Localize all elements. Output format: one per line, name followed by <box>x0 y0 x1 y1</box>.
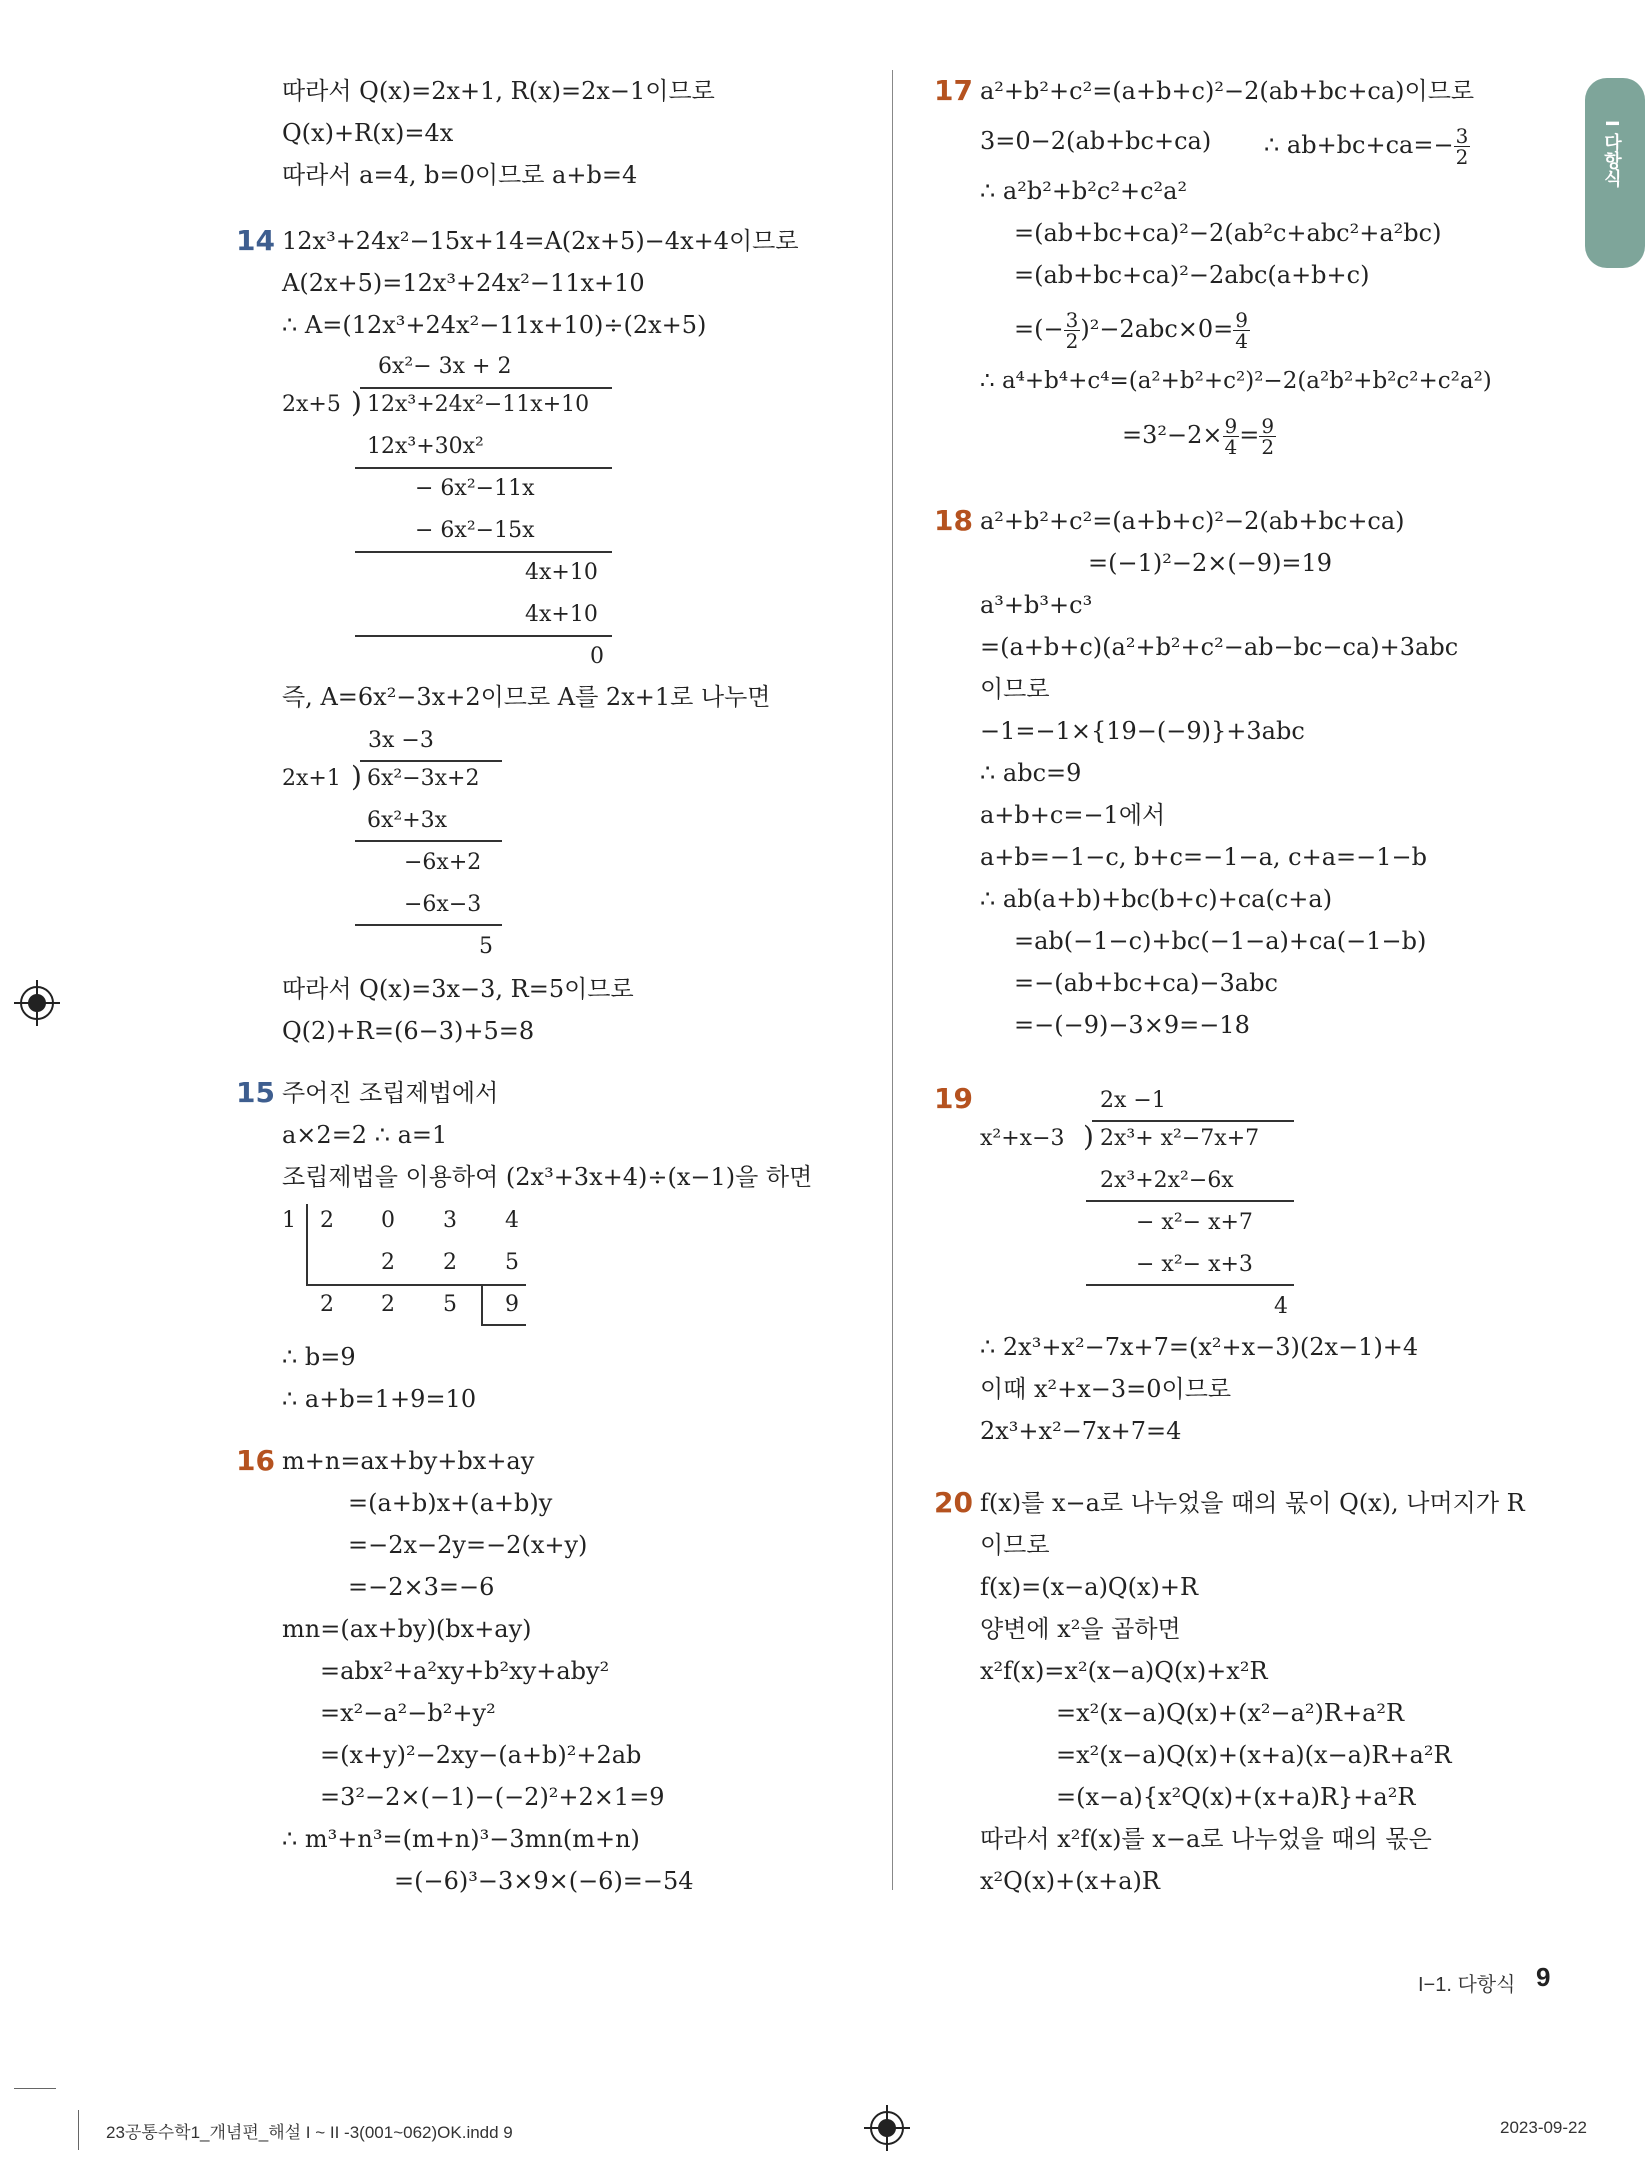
div2-step2: −6x+2 <box>404 850 482 875</box>
p13-line3: 따라서 a=4, b=0이므로 a+b=4 <box>282 161 638 189</box>
p20-line3: f(x)=(x−a)Q(x)+R <box>980 1573 1199 1601</box>
p17-line8a: =3²−2× <box>1122 421 1223 449</box>
problem-15-number: 15 <box>236 1076 275 1109</box>
crop-mark <box>78 2110 79 2150</box>
p18-line9: a+b=−1−c, b+c=−1−a, c+a=−1−b <box>980 843 1427 871</box>
synth-cell: 4 <box>505 1208 519 1233</box>
column-divider <box>892 70 893 1890</box>
p19-line3: 2x³+x²−7x+7=4 <box>980 1417 1182 1445</box>
p16-line1: m+n=ax+by+bx+ay <box>282 1447 535 1475</box>
p19-line1: ∴ 2x³+x²−7x+7=(x²+x−3)(2x−1)+4 <box>980 1333 1419 1361</box>
p13-line1: 따라서 Q(x)=2x+1, R(x)=2x−1이므로 <box>282 77 715 105</box>
fraction <box>1454 126 1471 167</box>
problem-14-number: 14 <box>236 224 275 257</box>
fraction-num: 9 <box>1235 308 1249 332</box>
p17-line3: ∴ a²b²+b²c²+c²a² <box>980 177 1188 205</box>
p15-line1: 주어진 조립제법에서 <box>282 1079 499 1107</box>
p18-line2: =(−1)²−2×(−9)=19 <box>1088 549 1333 577</box>
print-file-name: 23공통수학1_개념편_해설 I ~ II -3(001~062)OK.indd 9 <box>106 2123 513 2142</box>
synth-cell: 2 <box>320 1292 334 1317</box>
p16-line8: =(x+y)²−2xy−(a+b)²+2ab <box>320 1741 642 1769</box>
p17-line8 <box>1122 416 1276 457</box>
synth-cell: 5 <box>443 1292 457 1317</box>
fraction-den: 4 <box>1235 329 1249 353</box>
div3-step2: − x²− x+7 <box>1136 1210 1253 1235</box>
p15-line4: ∴ b=9 <box>282 1343 356 1371</box>
p14-line6: Q(2)+R=(6−3)+5=8 <box>282 1017 535 1045</box>
div1-bracket: ) <box>351 386 362 419</box>
p17-line2b <box>1264 126 1470 167</box>
p18-line12: =−(ab+bc+ca)−3abc <box>1014 969 1278 997</box>
div3-step1: 2x³+2x²−6x <box>1100 1168 1234 1193</box>
p17-line6 <box>1014 310 1250 351</box>
problem-20-number: 20 <box>934 1486 973 1519</box>
p16-line5: mn=(ax+by)(bx+ay) <box>282 1615 532 1643</box>
div1-step3: − 6x²−15x <box>415 518 535 543</box>
p18-line10: ∴ ab(a+b)+bc(b+c)+ca(c+a) <box>980 885 1333 913</box>
div3-bracket: ) <box>1083 1120 1094 1153</box>
div1-step1: 12x³+30x² <box>367 434 484 459</box>
p15-line2: a×2=2 ∴ a=1 <box>282 1121 448 1149</box>
p17-line4: =(ab+bc+ca)²−2(ab²c+abc²+a²bc) <box>1014 219 1442 247</box>
fraction-den: 2 <box>1261 435 1275 459</box>
fraction-num: 3 <box>1455 124 1469 148</box>
div3-remainder: 4 <box>1274 1294 1288 1319</box>
fraction <box>1233 310 1250 351</box>
synth-cell: 2 <box>320 1208 334 1233</box>
p20-line9: 따라서 x²f(x)를 x−a로 나누었을 때의 몫은 <box>980 1825 1432 1853</box>
p18-line11: =ab(−1−c)+bc(−1−a)+ca(−1−b) <box>1014 927 1427 955</box>
p20-line5: x²f(x)=x²(x−a)Q(x)+x²R <box>980 1657 1268 1685</box>
p16-line6: =abx²+a²xy+b²xy+aby² <box>320 1657 610 1685</box>
div3-quotient: 2x −1 <box>1100 1088 1166 1113</box>
p17-line5: =(ab+bc+ca)²−2abc(a+b+c) <box>1014 261 1370 289</box>
p20-line4: 양변에 x²을 곱하면 <box>980 1615 1181 1643</box>
fraction-den: 2 <box>1455 145 1469 169</box>
synth-cell: 2 <box>381 1292 395 1317</box>
registration-mark-icon <box>20 986 54 1020</box>
p15-line3: 조립제법을 이용하여 (2x³+3x+4)÷(x−1)을 하면 <box>282 1163 813 1191</box>
p13-line2: Q(x)+R(x)=4x <box>282 119 454 147</box>
chapter-tab-label: I 다항식 <box>1601 120 1622 187</box>
p19-line2: 이때 x²+x−3=0이므로 <box>980 1375 1232 1403</box>
fraction <box>1223 416 1240 457</box>
synth-cell: 2 <box>381 1250 395 1275</box>
p20-line6: =x²(x−a)Q(x)+(x²−a²)R+a²R <box>1056 1699 1405 1727</box>
p18-line7: ∴ abc=9 <box>980 759 1082 787</box>
fraction-den: 2 <box>1065 329 1079 353</box>
div2-remainder: 5 <box>479 934 493 959</box>
p17-line7: ∴ a⁴+b⁴+c⁴=(a²+b²+c²)²−2(a²b²+b²c²+c²a²) <box>980 368 1492 394</box>
fraction <box>1064 310 1081 351</box>
fraction-den: 4 <box>1224 435 1238 459</box>
div1-step2: − 6x²−11x <box>415 476 535 501</box>
p20-line7: =x²(x−a)Q(x)+(x+a)(x−a)R+a²R <box>1056 1741 1452 1769</box>
p20-line1: f(x)를 x−a로 나누었을 때의 몫이 Q(x), 나머지가 R <box>980 1489 1525 1517</box>
p20-line2: 이므로 <box>980 1531 1050 1559</box>
p18-line1: a²+b²+c²=(a+b+c)²−2(ab+bc+ca) <box>980 507 1405 535</box>
fraction-num: 9 <box>1261 414 1275 438</box>
div1-dividend: 12x³+24x²−11x+10 <box>367 392 590 417</box>
p16-line4: =−2×3=−6 <box>348 1573 495 1601</box>
problem-16-number: 16 <box>236 1444 275 1477</box>
synth-cell: 0 <box>381 1208 395 1233</box>
div3-divisor: x²+x−3 <box>980 1126 1065 1151</box>
div3-dividend: 2x³+ x²−7x+7 <box>1100 1126 1260 1151</box>
problem-19-number: 19 <box>934 1082 973 1115</box>
crop-mark <box>14 2088 56 2089</box>
p18-line6: −1=−1×{19−(−9)}+3abc <box>980 717 1305 745</box>
p14-line1: 12x³+24x²−15x+14=A(2x+5)−4x+4이므로 <box>282 227 799 255</box>
registration-mark-icon <box>870 2111 904 2145</box>
section-label: I−1. 다항식 <box>1418 1974 1516 1996</box>
fraction <box>1259 416 1276 457</box>
p17-line8b: = <box>1239 421 1260 449</box>
p16-line2: =(a+b)x+(a+b)y <box>348 1489 553 1517</box>
p16-line10: ∴ m³+n³=(m+n)³−3mn(m+n) <box>282 1825 640 1853</box>
p17-line2b-text: ∴ ab+bc+ca=− <box>1264 131 1454 159</box>
p15-line5: ∴ a+b=1+9=10 <box>282 1385 477 1413</box>
p20-line8: =(x−a){x²Q(x)+(x+a)R}+a²R <box>1056 1783 1416 1811</box>
div1-remainder: 0 <box>590 644 604 669</box>
div2-step3: −6x−3 <box>404 892 482 917</box>
synth-cell: 2 <box>443 1250 457 1275</box>
div1-step5: 4x+10 <box>525 602 598 627</box>
synth-cell: 5 <box>505 1250 519 1275</box>
p18-line13: =−(−9)−3×9=−18 <box>1014 1011 1250 1039</box>
p17-line1: a²+b²+c²=(a+b+c)²−2(ab+bc+ca)이므로 <box>980 77 1475 105</box>
p17-line6b: )²−2abc×0= <box>1080 315 1234 343</box>
p14-line2: A(2x+5)=12x³+24x²−11x+10 <box>282 269 645 297</box>
p16-line7: =x²−a²−b²+y² <box>320 1699 496 1727</box>
p18-line3: a³+b³+c³ <box>980 591 1093 619</box>
p14-line4: 즉, A=6x²−3x+2이므로 A를 2x+1로 나누면 <box>282 683 771 711</box>
print-date: 2023-09-22 <box>1500 2118 1587 2137</box>
div2-dividend: 6x²−3x+2 <box>367 766 480 791</box>
p18-line5: 이므로 <box>980 675 1050 703</box>
div2-quotient: 3x −3 <box>368 728 434 753</box>
p16-line9: =3²−2×(−1)−(−2)²+2×1=9 <box>320 1783 665 1811</box>
div2-divisor: 2x+1 <box>282 766 341 791</box>
div1-divisor: 2x+5 <box>282 392 341 417</box>
p14-line3: ∴ A=(12x³+24x²−11x+10)÷(2x+5) <box>282 311 707 339</box>
problem-17-number: 17 <box>934 74 973 107</box>
p16-line3: =−2x−2y=−2(x+y) <box>348 1531 588 1559</box>
div1-step4: 4x+10 <box>525 560 598 585</box>
p16-line11: =(−6)³−3×9×(−6)=−54 <box>394 1867 694 1895</box>
p17-line6a: =(− <box>1014 315 1064 343</box>
fraction-num: 9 <box>1224 414 1238 438</box>
problem-18-number: 18 <box>934 504 973 537</box>
p20-line10: x²Q(x)+(x+a)R <box>980 1867 1160 1895</box>
div3-step3: − x²− x+3 <box>1136 1252 1253 1277</box>
p18-line4: =(a+b+c)(a²+b²+c²−ab−bc−ca)+3abc <box>980 633 1459 661</box>
synth-cell: 3 <box>443 1208 457 1233</box>
p14-line5: 따라서 Q(x)=3x−3, R=5이므로 <box>282 975 634 1003</box>
page-number: 9 <box>1536 1962 1551 1992</box>
div2-step1: 6x²+3x <box>367 808 448 833</box>
synth-remainder: 9 <box>505 1292 519 1317</box>
synth-root: 1 <box>282 1208 296 1233</box>
p18-line8: a+b+c=−1에서 <box>980 801 1166 829</box>
div1-quotient: 6x²− 3x + 2 <box>378 354 512 379</box>
div2-bracket: ) <box>351 760 362 793</box>
p17-line2a: 3=0−2(ab+bc+ca) <box>980 127 1212 155</box>
fraction-num: 3 <box>1065 308 1079 332</box>
